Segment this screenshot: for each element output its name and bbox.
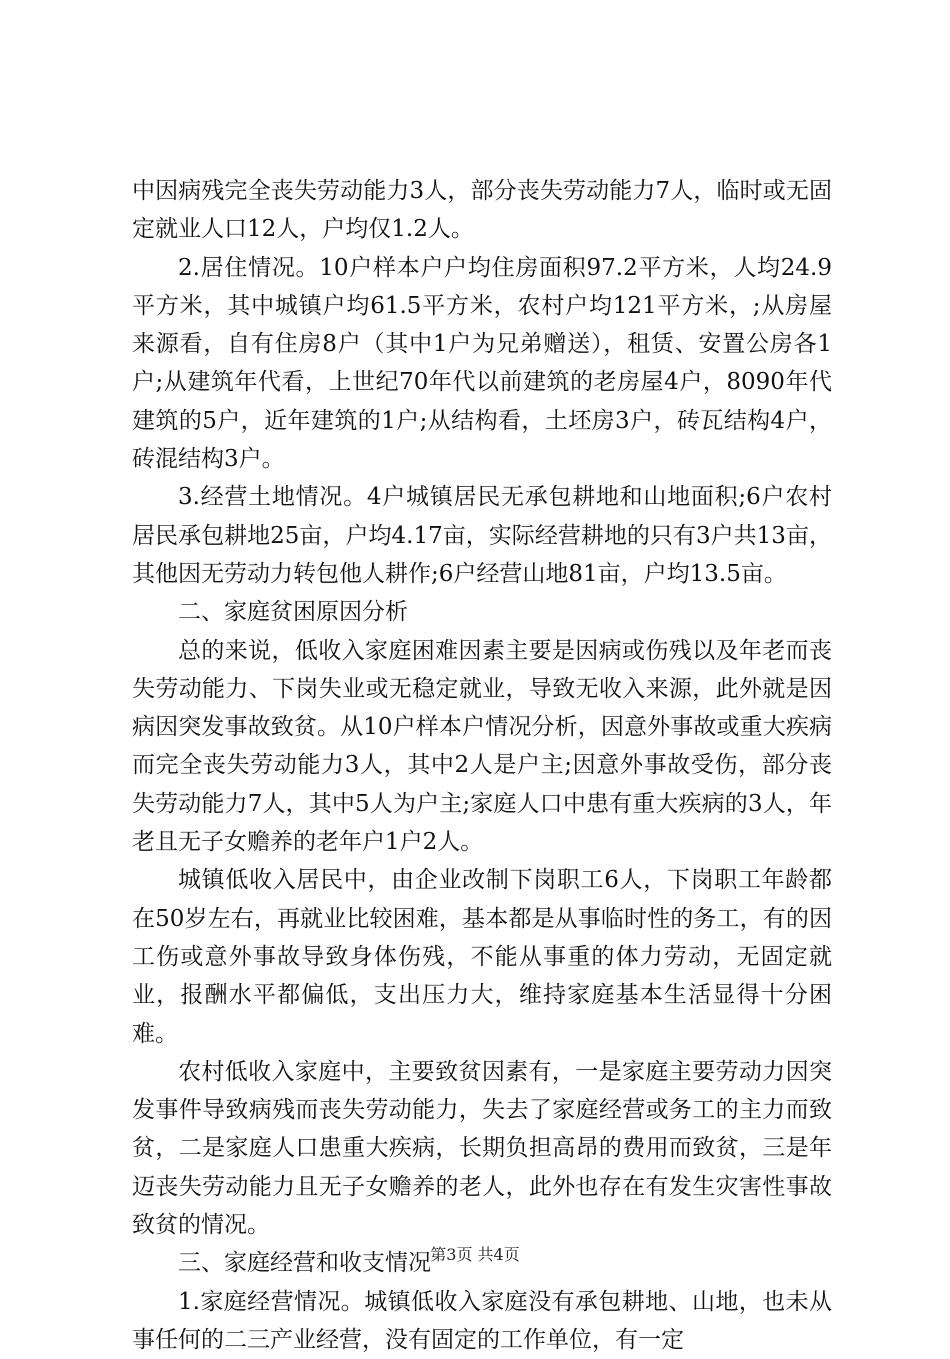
paragraph-operations: 1.家庭经营情况。城镇低收入家庭没有承包耕地、山地，也未从事任何的二三产业经营，没有固定的工作单位，有一定 [132, 1288, 832, 1353]
document-body [132, 172, 832, 1359]
paragraph-land: 3.经营土地情况。4户城镇居民无承包耕地和山地面积;6户农村居民承包耕地25亩，户均4.17亩，实际经营耕地的只有3户共13亩，其他因无劳动力转包他人耕作;6户经营山地81亩，户均13.5亩。 [132, 484, 832, 587]
paragraph-rural-causes: 农村低收入家庭中，主要致贫因素有，一是家庭主要劳动力因突发事件导致病残而丧失劳动能力，失去了家庭经营或务工的主力而致贫，二是家庭人口患重大疾病，长期负担高昂的费用而致贫，三是年迈丧失劳动能力且无子女赡养的老人，此外也存在有发生灾害性事故致贫的情况。 [132, 1058, 832, 1239]
paragraph-urban-causes: 城镇低收入居民中，由企业改制下岗职工6人，下岗职工年龄都在50岁左右，再就业比较困难，基本都是从事临时性的务工，有的因工伤或意外事故导致身体伤残，不能从事重的体力劳动，无固定就业，报酬水平都偏低，支出压力大，维持家庭基本生活显得十分困难。 [132, 867, 832, 1047]
paragraph-general-causes: 总的来说，低收入家庭困难因素主要是因病或伤残以及年老而丧失劳动能力、下岗失业或无稳定就业，导致无收入来源，此外就是因病因突发事故致贫。从10户样本户情况分析，因意外事故或重大疾病而完全丧失劳动能力3人，其中2人是户主;因意外事故受伤，部分丧失劳动能力7人，其中5人为户主;家庭人口中患有重大疾病的3人，年老且无子女赡养的老年户1户2人。 [132, 637, 832, 856]
page-footer: 第3页 共4页 [430, 1245, 520, 1264]
section-heading-poverty-causes: 二、家庭贫困原因分析 [178, 599, 408, 626]
section-heading-operations-income: 三、家庭经营和收支情况 [178, 1250, 431, 1277]
paragraph-housing: 2.居住情况。10户样本户户均住房面积97.2平方米，人均24.9平方米，其中城镇户均61.5平方米，农村户均121平方米，;从房屋来源看，自有住房8户（其中1户为兄弟赠送），租赁、安置公房各1户;从建筑年代看，上世纪70年代以前建筑的老房屋4户，8090年代建筑的5户，近年建筑的1户;从结构看，土坯房3户，砖瓦结构4户，砖混结构3户。 [132, 254, 832, 473]
paragraph-continuation: 中因病残完全丧失劳动能力3人，部分丧失劳动能力7人，临时或无固定就业人口12人，户均仅1.2人。 [132, 178, 832, 243]
